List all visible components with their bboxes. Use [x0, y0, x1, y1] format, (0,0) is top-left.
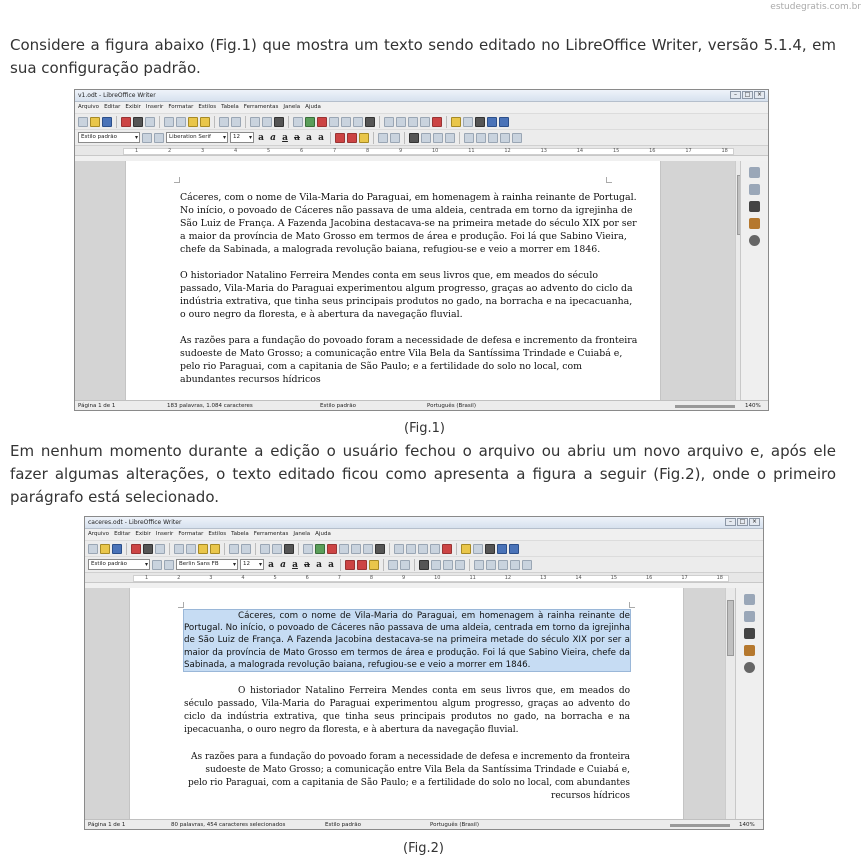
- fig2-zoom-slider[interactable]: [670, 824, 730, 827]
- numbering-icon[interactable]: [390, 133, 400, 143]
- menu-janela[interactable]: Janela: [283, 104, 301, 110]
- fig2-document-area: [85, 588, 763, 819]
- bullets-icon[interactable]: [378, 133, 388, 143]
- maximize-icon[interactable]: □: [742, 91, 753, 99]
- italic-icon[interactable]: a: [280, 559, 286, 570]
- properties-icon[interactable]: [744, 594, 755, 605]
- fig2-paragraph-2[interactable]: O historiador Natalino Ferreira Mendes conta em seus livros que, em meados do século passado, Vila-Maria do Paraguai experimentou algum progresso, graças ao advento do ciclo da indústria extrativa, que tinha seus principais produtos no gado, na borracha e na ipecacuanha, o ouro negro da floresta, e à abertura da navegação fluvial.: [184, 686, 630, 736]
- open-icon[interactable]: [90, 117, 100, 127]
- spelling-icon[interactable]: [272, 544, 282, 554]
- cross-reference-icon[interactable]: [432, 117, 442, 127]
- print-icon[interactable]: [133, 117, 143, 127]
- fig2-sidebar: [735, 588, 763, 819]
- fig2-paragraph-3[interactable]: As razões para a fundação do povoado foram a necessidade de defesa e incremento da fronteira sudoeste de Mato Grosso; a comunicação entre Vila Bela da Santíssima Trindade e Cuiabá e, pelo rio Paraguai, com a capitania de São Paulo; e a fertilidade do solo no local, com abundantes recursos hídricos: [187, 752, 630, 802]
- gallery-icon[interactable]: [749, 201, 760, 212]
- menu-tabela[interactable]: Tabela: [221, 104, 239, 110]
- fig2-menubar: [85, 529, 763, 540]
- insert-field-icon[interactable]: [363, 544, 373, 554]
- fig2-vertical-scrollbar[interactable]: [725, 588, 735, 819]
- bullets-icon[interactable]: [388, 560, 398, 570]
- watermark: estudegratis.com.br: [770, 2, 861, 12]
- fig1-status-zoom: 140%: [745, 403, 761, 409]
- increase-paragraph-spacing-icon[interactable]: [486, 560, 496, 570]
- fig1-status-words: 183 palavras, 1.084 caracteres: [167, 403, 253, 409]
- undo-icon[interactable]: [229, 544, 239, 554]
- superscript-icon[interactable]: a: [316, 559, 322, 570]
- fig2-status-page: Página 1 de 1: [88, 822, 126, 828]
- navigator-icon[interactable]: [744, 645, 755, 656]
- export-pdf-icon[interactable]: [121, 117, 131, 127]
- endnote-icon[interactable]: [418, 544, 428, 554]
- undo-icon[interactable]: [219, 117, 229, 127]
- fig2-status-style: Estilo padrão: [325, 822, 362, 828]
- print-preview-icon[interactable]: [145, 117, 155, 127]
- footnote-icon[interactable]: [396, 117, 406, 127]
- fig2-page[interactable]: [129, 588, 684, 819]
- cut-icon[interactable]: [164, 117, 174, 127]
- paste-icon[interactable]: [198, 544, 208, 554]
- styles-icon[interactable]: [744, 611, 755, 622]
- underline-icon[interactable]: a: [282, 132, 288, 143]
- maximize-icon[interactable]: □: [737, 518, 748, 526]
- fig1-menubar: [75, 102, 768, 113]
- manage-changes-icon[interactable]: [744, 662, 755, 673]
- fig2-standard-toolbar: [85, 540, 763, 556]
- special-character-icon[interactable]: [365, 117, 375, 127]
- fig2-titlebar: [85, 517, 763, 529]
- footnote-icon[interactable]: [406, 544, 416, 554]
- menu-ajuda[interactable]: Ajuda: [315, 531, 331, 537]
- draw-functions-icon[interactable]: [509, 544, 519, 554]
- fig1-status-style: Estilo padrão: [320, 403, 357, 409]
- fig2-caption: (Fig.2): [403, 841, 444, 856]
- numbering-icon[interactable]: [400, 560, 410, 570]
- redo-icon[interactable]: [231, 117, 241, 127]
- fig2-ruler[interactable]: 1 2 3 4 5 6 7 8 9 10 11 12 13 14 15 16 17 18: [85, 572, 763, 583]
- font-size-select[interactable]: 12 ▾: [230, 132, 254, 143]
- line-icon[interactable]: [475, 117, 485, 127]
- fig2-paragraph-1-selected[interactable]: Cáceres, com o nome de Vila-Maria do Paraguai, em homenagem à rainha reinante de Portugal. No início, o povoado de Cáceres não passava de uma aldeia, centrada em torno da igrejinha de São Luiz de França. A Fazenda Jacobina destacava-se na primeira metade do século XIX por ser a maior da província de Mato Grosso em termos de área e produção. Foi lá que Sabino Vieira, chefe da Sabinada, a malograda revolução baiana, refugiou-se e veio a morrer em 1846.: [184, 611, 630, 670]
- highlight-icon[interactable]: [359, 133, 369, 143]
- menu-formatar[interactable]: Formatar: [178, 531, 204, 537]
- track-changes-icon[interactable]: [463, 117, 473, 127]
- menu-ajuda[interactable]: Ajuda: [305, 104, 321, 110]
- copy-icon[interactable]: [186, 544, 196, 554]
- page-break-icon[interactable]: [351, 544, 361, 554]
- insert-chart-icon[interactable]: [317, 117, 327, 127]
- close-icon[interactable]: ×: [754, 91, 765, 99]
- new-style-icon[interactable]: [154, 133, 164, 143]
- font-name-select[interactable]: Berlin Sans FB ▾: [176, 559, 238, 570]
- menu-editar[interactable]: Editar: [104, 104, 121, 110]
- fig1-page[interactable]: [125, 161, 661, 400]
- cut-icon[interactable]: [174, 544, 184, 554]
- insert-image-icon[interactable]: [305, 117, 315, 127]
- save-icon[interactable]: [112, 544, 122, 554]
- menu-janela[interactable]: Janela: [293, 531, 311, 537]
- save-icon[interactable]: [102, 117, 112, 127]
- justify-icon[interactable]: [455, 560, 465, 570]
- clear-formatting-icon[interactable]: [335, 133, 345, 143]
- styles-icon[interactable]: [749, 184, 760, 195]
- paste-icon[interactable]: [188, 117, 198, 127]
- close-icon[interactable]: ×: [749, 518, 760, 526]
- underline-icon[interactable]: a: [292, 559, 298, 570]
- clear-formatting-icon[interactable]: [345, 560, 355, 570]
- fig1-paragraph-3[interactable]: As razões para a fundação do povoado foram a necessidade de defesa e incremento da fronteira sudoeste de Mato Grosso; a comunicação entre Vila Bela da Santíssima Trindade e Cuiabá e, pelo rio Paraguai, com a capitania de São Paulo; e a fertilidade do solo no local, com abundantes recursos hídricos: [180, 335, 638, 385]
- insert-field-icon[interactable]: [353, 117, 363, 127]
- bookmark-icon[interactable]: [430, 544, 440, 554]
- subscript-icon[interactable]: a: [328, 559, 334, 570]
- menu-tabela[interactable]: Tabela: [231, 531, 249, 537]
- fig2-formatting-toolbar: [85, 556, 763, 572]
- special-character-icon[interactable]: [375, 544, 385, 554]
- gallery-icon[interactable]: [744, 628, 755, 639]
- minimize-icon[interactable]: –: [730, 91, 741, 99]
- menu-editar[interactable]: Editar: [114, 531, 131, 537]
- menu-estilos[interactable]: Estilos: [198, 104, 217, 110]
- fig1-titlebar: [75, 90, 768, 102]
- menu-ferramentas[interactable]: Ferramentas: [253, 531, 289, 537]
- fig2-statusbar: [85, 819, 763, 830]
- find-replace-icon[interactable]: [260, 544, 270, 554]
- font-name-select[interactable]: Liberation Serif ▾: [166, 132, 228, 143]
- font-color-icon[interactable]: [347, 133, 357, 143]
- insert-table-icon[interactable]: [303, 544, 313, 554]
- comment-icon[interactable]: [461, 544, 471, 554]
- fig1-paragraph-1[interactable]: Cáceres, com o nome de Vila-Maria do Paraguai, em homenagem à rainha reinante de Portugal. No início, o povoado de Cáceres não passava de uma aldeia, centrada em torno da igrejinha de São Luiz de França. A Fazenda Jacobina destacava-se na primeira metade do século XIX por ser a maior da província de Mato Grosso em termos de área e produção. Foi lá que Sabino Vieira, chefe da Sabinada, a malograda revolução baiana, refugiou-se e veio a morrer em 1846.: [180, 192, 637, 255]
- line-icon[interactable]: [485, 544, 495, 554]
- fig1-document-text[interactable]: [180, 191, 640, 399]
- insert-table-icon[interactable]: [293, 117, 303, 127]
- bold-icon[interactable]: a: [258, 132, 264, 143]
- bold-icon[interactable]: a: [268, 559, 274, 570]
- menu-exibir[interactable]: Exibir: [135, 531, 151, 537]
- fig1-statusbar: [75, 400, 768, 411]
- update-style-icon[interactable]: [142, 133, 152, 143]
- bookmark-icon[interactable]: [420, 117, 430, 127]
- properties-icon[interactable]: [749, 167, 760, 178]
- paragraph-style-select[interactable]: Estilo padrão ▾: [78, 132, 140, 143]
- track-changes-icon[interactable]: [473, 544, 483, 554]
- hyperlink-icon[interactable]: [384, 117, 394, 127]
- new-icon[interactable]: [88, 544, 98, 554]
- formatting-marks-icon[interactable]: [284, 544, 294, 554]
- font-size-select[interactable]: 12 ▾: [240, 559, 264, 570]
- italic-icon[interactable]: a: [270, 132, 276, 143]
- insert-image-icon[interactable]: [315, 544, 325, 554]
- fig1-paragraph-2[interactable]: O historiador Natalino Ferreira Mendes conta em seus livros que, em meados do século passado, Vila-Maria do Paraguai experimentou algum progresso, graças ao advento do ciclo da indústria extrativa, que tinha seus principais produtos no gado, na borracha e na ipecacuanha, o ouro negro da floresta, e à abertura da navegação fluvial.: [180, 270, 633, 320]
- fig1-status-page: Página 1 de 1: [78, 403, 116, 409]
- align-right-icon[interactable]: [433, 133, 443, 143]
- superscript-icon[interactable]: a: [306, 132, 312, 143]
- basic-shapes-icon[interactable]: [487, 117, 497, 127]
- strikethrough-icon[interactable]: a: [304, 559, 310, 570]
- update-style-icon[interactable]: [152, 560, 162, 570]
- fig1-formatting-toolbar: [75, 129, 768, 145]
- export-pdf-icon[interactable]: [131, 544, 141, 554]
- print-preview-icon[interactable]: [155, 544, 165, 554]
- insert-chart-icon[interactable]: [327, 544, 337, 554]
- fig2-screenshot: [84, 516, 764, 830]
- middle-paragraph: Em nenhum momento durante a edição o usuário fechou o arquivo ou abriu um novo arquivo e, após ele fazer algumas alterações, o texto editado ficou como apresenta a figura a seguir (Fig.2), onde o primeiro parágrafo está selecionado.: [10, 442, 836, 506]
- new-icon[interactable]: [78, 117, 88, 127]
- align-left-icon[interactable]: [419, 560, 429, 570]
- endnote-icon[interactable]: [408, 117, 418, 127]
- paragraph-style-select[interactable]: Estilo padrão ▾: [88, 559, 150, 570]
- menu-arquivo[interactable]: Arquivo: [88, 531, 110, 537]
- line-spacing-icon[interactable]: [464, 133, 474, 143]
- hyperlink-icon[interactable]: [394, 544, 404, 554]
- manage-changes-icon[interactable]: [749, 235, 760, 246]
- menu-inserir[interactable]: Inserir: [155, 531, 174, 537]
- increase-paragraph-spacing-icon[interactable]: [476, 133, 486, 143]
- highlight-icon[interactable]: [369, 560, 379, 570]
- clone-formatting-icon[interactable]: [210, 544, 220, 554]
- comment-icon[interactable]: [451, 117, 461, 127]
- justify-icon[interactable]: [445, 133, 455, 143]
- cross-reference-icon[interactable]: [442, 544, 452, 554]
- new-style-icon[interactable]: [164, 560, 174, 570]
- fig1-status-language: Português (Brasil): [427, 403, 476, 409]
- minimize-icon[interactable]: –: [725, 518, 736, 526]
- fig2-status-zoom: 140%: [739, 822, 755, 828]
- fig1-screenshot: [74, 89, 769, 411]
- align-left-icon[interactable]: [409, 133, 419, 143]
- menu-arquivo[interactable]: Arquivo: [78, 104, 100, 110]
- increase-indent-icon[interactable]: [500, 133, 510, 143]
- open-icon[interactable]: [100, 544, 110, 554]
- print-icon[interactable]: [143, 544, 153, 554]
- fig1-caption: (Fig.1): [404, 421, 445, 436]
- basic-shapes-icon[interactable]: [497, 544, 507, 554]
- align-center-icon[interactable]: [421, 133, 431, 143]
- fig1-sidebar: [740, 161, 768, 400]
- align-center-icon[interactable]: [431, 560, 441, 570]
- formatting-marks-icon[interactable]: [274, 117, 284, 127]
- strikethrough-icon[interactable]: a: [294, 132, 300, 143]
- fig1-zoom-slider[interactable]: [675, 405, 735, 408]
- intro-paragraph: Considere a figura abaixo (Fig.1) que mostra um texto sendo editado no LibreOffice Writer, versão 5.1.4, em sua configuração padrão.: [10, 36, 836, 77]
- line-spacing-icon[interactable]: [474, 560, 484, 570]
- copy-icon[interactable]: [176, 117, 186, 127]
- page-break-icon[interactable]: [341, 117, 351, 127]
- fig2-status-language: Português (Brasil): [430, 822, 479, 828]
- subscript-icon[interactable]: a: [318, 132, 324, 143]
- spelling-icon[interactable]: [262, 117, 272, 127]
- decrease-indent-icon[interactable]: [512, 133, 522, 143]
- fig2-document-text[interactable]: [184, 610, 630, 803]
- redo-icon[interactable]: [241, 544, 251, 554]
- decrease-indent-icon[interactable]: [522, 560, 532, 570]
- fig1-document-area: [75, 161, 768, 400]
- fig2-status-words: 80 palavras, 454 caracteres selecionados: [171, 822, 286, 828]
- menu-estilos[interactable]: Estilos: [208, 531, 227, 537]
- menu-ferramentas[interactable]: Ferramentas: [243, 104, 279, 110]
- fig2-window-title: caceres.odt - LibreOffice Writer: [88, 519, 182, 526]
- fig1-standard-toolbar: [75, 113, 768, 129]
- insert-textbox-icon[interactable]: [339, 544, 349, 554]
- menu-formatar[interactable]: Formatar: [168, 104, 194, 110]
- decrease-paragraph-spacing-icon[interactable]: [498, 560, 508, 570]
- decrease-paragraph-spacing-icon[interactable]: [488, 133, 498, 143]
- font-color-icon[interactable]: [357, 560, 367, 570]
- navigator-icon[interactable]: [749, 218, 760, 229]
- align-right-icon[interactable]: [443, 560, 453, 570]
- clone-formatting-icon[interactable]: [200, 117, 210, 127]
- draw-functions-icon[interactable]: [499, 117, 509, 127]
- fig1-window-title: v1.odt - LibreOffice Writer: [78, 92, 156, 99]
- insert-textbox-icon[interactable]: [329, 117, 339, 127]
- fig1-ruler[interactable]: 1 2 3 4 5 6 7 8 9 10 11 12 13 14 15 16 17 18: [75, 145, 768, 156]
- menu-exibir[interactable]: Exibir: [125, 104, 141, 110]
- find-replace-icon[interactable]: [250, 117, 260, 127]
- menu-inserir[interactable]: Inserir: [145, 104, 164, 110]
- increase-indent-icon[interactable]: [510, 560, 520, 570]
